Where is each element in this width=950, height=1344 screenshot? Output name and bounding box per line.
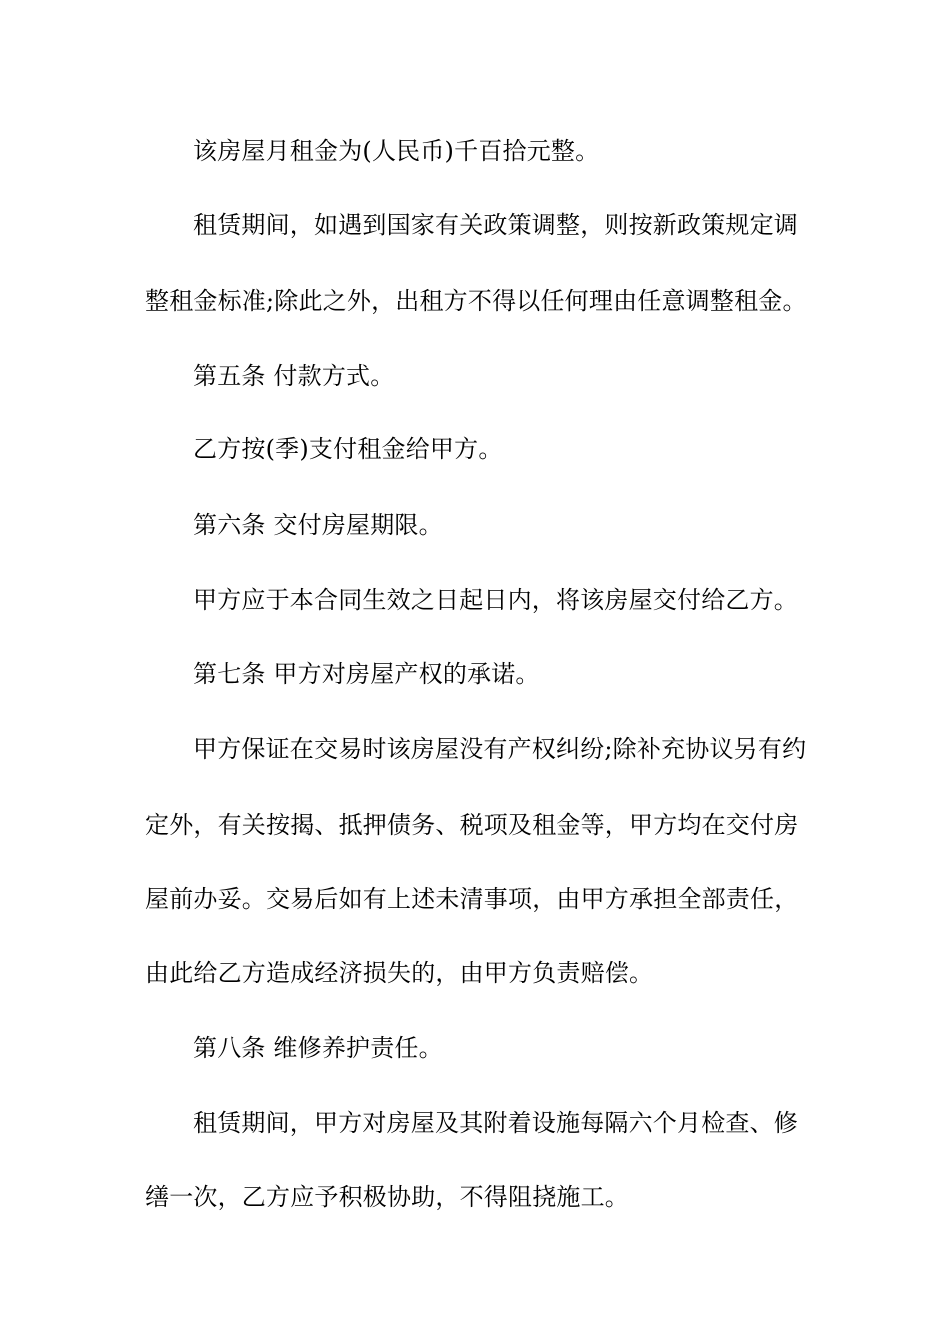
paragraph-ownership-line-4: 由此给乙方造成经济损失的，由甲方负责赔偿。 <box>145 959 654 987</box>
paragraph-ownership-line-3: 屋前办妥。交易后如有上述未清事项，由甲方承担全部责任， <box>145 885 799 913</box>
paragraph-maintenance-line-2: 缮一次，乙方应予积极协助，不得阻挠施工。 <box>145 1183 629 1211</box>
article-6-heading: 第六条 交付房屋期限。 <box>193 511 443 539</box>
paragraph-ownership-line-2: 定外，有关按揭、抵押债务、税项及租金等，甲方均在交付房 <box>145 811 799 839</box>
paragraph-delivery-deadline: 甲方应于本合同生效之日起日内，将该房屋交付给乙方。 <box>193 586 798 614</box>
article-8-heading: 第八条 维修养护责任。 <box>193 1034 443 1062</box>
paragraph-rent-amount: 该房屋月租金为(人民币)千百拾元整。 <box>193 137 600 165</box>
paragraph-ownership-line-1: 甲方保证在交易时该房屋没有产权纠纷;除补充协议另有约 <box>193 735 807 763</box>
article-7-heading: 第七条 甲方对房屋产权的承诺。 <box>193 660 540 688</box>
paragraph-rent-adjustment-line-2: 整租金标准;除此之外，出租方不得以任何理由任意调整租金。 <box>145 287 807 315</box>
article-5-heading: 第五条 付款方式。 <box>193 362 395 390</box>
paragraph-maintenance-line-1: 租赁期间，甲方对房屋及其附着设施每隔六个月检查、修 <box>193 1109 798 1137</box>
paragraph-rent-adjustment-line-1: 租赁期间，如遇到国家有关政策调整，则按新政策规定调 <box>193 211 798 239</box>
paragraph-payment-method: 乙方按(季)支付租金给甲方。 <box>193 435 503 463</box>
